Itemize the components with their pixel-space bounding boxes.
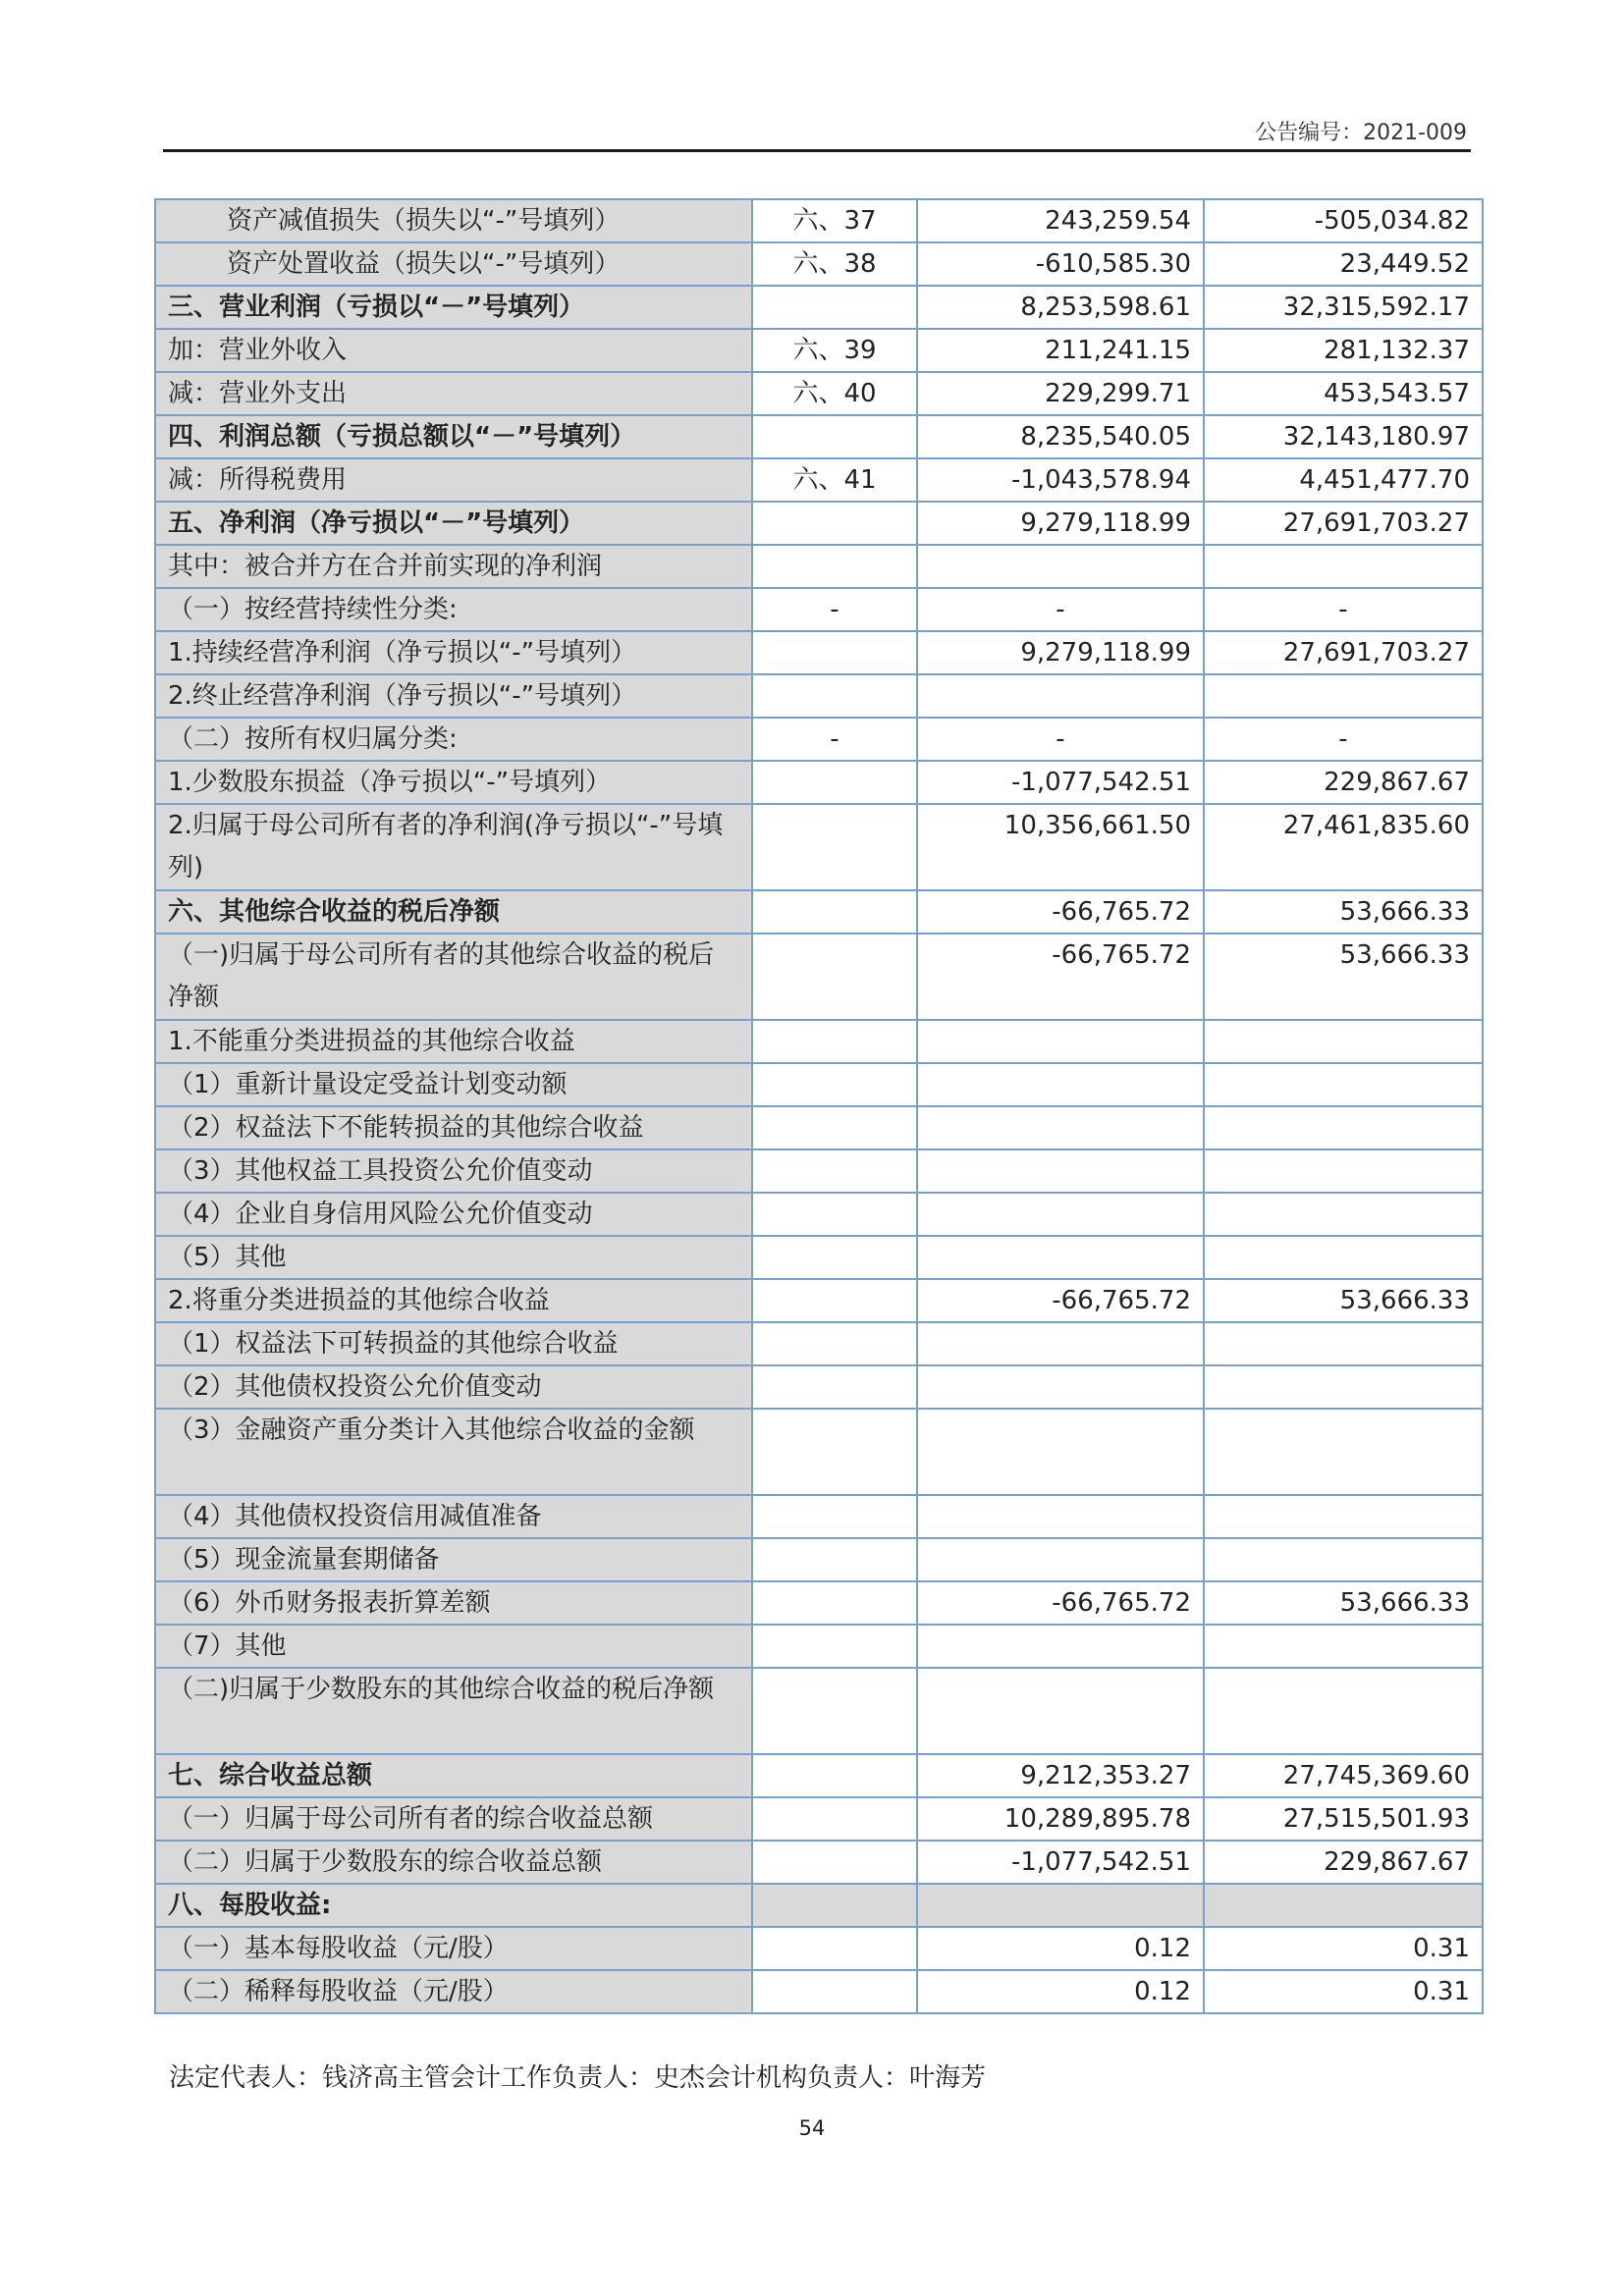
row-note xyxy=(752,890,917,934)
row-prior-period xyxy=(1204,1322,1483,1365)
row-current-period: 229,299.71 xyxy=(917,372,1204,415)
row-note xyxy=(752,1841,917,1884)
table-row xyxy=(155,674,1483,718)
row-current-period: 8,253,598.61 xyxy=(917,286,1204,329)
row-prior-period xyxy=(1204,1668,1483,1754)
row-label: （一）归属于母公司所有者的综合收益总额 xyxy=(155,1797,752,1841)
row-label: 2.终止经营净利润（净亏损以“-”号填列） xyxy=(155,674,752,718)
row-label: 三、营业利润（亏损以“－”号填列） xyxy=(155,286,752,329)
row-prior-period xyxy=(1204,1063,1483,1106)
table-row xyxy=(155,761,1483,804)
row-current-period xyxy=(917,1495,1204,1538)
table-row xyxy=(155,1797,1483,1841)
row-prior-period: - xyxy=(1204,718,1483,761)
row-prior-period xyxy=(1204,1193,1483,1236)
row-current-period xyxy=(917,1106,1204,1149)
row-label: （一）基本每股收益（元/股） xyxy=(155,1927,752,1970)
row-note xyxy=(752,804,917,890)
row-label: 四、利润总额（亏损总额以“－”号填列） xyxy=(155,415,752,458)
row-current-period xyxy=(917,1538,1204,1581)
row-current-period: -1,043,578.94 xyxy=(917,458,1204,502)
table-row xyxy=(155,329,1483,372)
row-prior-period xyxy=(1204,545,1483,588)
row-label: （2）其他债权投资公允价值变动 xyxy=(155,1365,752,1409)
table-row xyxy=(155,1927,1483,1970)
table-row xyxy=(155,502,1483,545)
row-prior-period xyxy=(1204,1149,1483,1193)
row-label: 减：所得税费用 xyxy=(155,458,752,502)
row-note xyxy=(752,934,917,1020)
table-row xyxy=(155,1063,1483,1106)
table-row xyxy=(155,1884,1483,1927)
announcement-number: 公告编号：2021-009 xyxy=(1255,121,1467,145)
row-prior-period xyxy=(1204,1884,1483,1927)
row-note xyxy=(752,1754,917,1797)
row-note: 六、39 xyxy=(752,329,917,372)
row-label: 资产处置收益（损失以“-”号填列） xyxy=(155,242,752,286)
row-current-period xyxy=(917,1063,1204,1106)
row-label: （2）权益法下不能转损益的其他综合收益 xyxy=(155,1106,752,1149)
row-current-period: -610,585.30 xyxy=(917,242,1204,286)
row-note xyxy=(752,1193,917,1236)
row-current-period: -66,765.72 xyxy=(917,1581,1204,1625)
row-note xyxy=(752,1063,917,1106)
row-label: （1）重新计量设定受益计划变动额 xyxy=(155,1063,752,1106)
row-label: （4）企业自身信用风险公允价值变动 xyxy=(155,1193,752,1236)
table-row xyxy=(155,1970,1483,2013)
row-current-period xyxy=(917,1020,1204,1063)
row-label: （7）其他 xyxy=(155,1625,752,1668)
row-current-period: -66,765.72 xyxy=(917,1279,1204,1322)
row-label: 1.持续经营净利润（净亏损以“-”号填列） xyxy=(155,631,752,674)
row-prior-period: 27,745,369.60 xyxy=(1204,1754,1483,1797)
row-label: 资产减值损失（损失以“-”号填列） xyxy=(155,199,752,242)
row-current-period: 8,235,540.05 xyxy=(917,415,1204,458)
row-label: 五、净利润（净亏损以“－”号填列） xyxy=(155,502,752,545)
row-note xyxy=(752,1797,917,1841)
row-note xyxy=(752,1538,917,1581)
row-prior-period: 281,132.37 xyxy=(1204,329,1483,372)
row-prior-period xyxy=(1204,1020,1483,1063)
table-row xyxy=(155,1409,1483,1495)
row-note xyxy=(752,1279,917,1322)
row-label: 八、每股收益: xyxy=(155,1884,752,1927)
row-prior-period: 27,691,703.27 xyxy=(1204,502,1483,545)
row-label: （二)归属于少数股东的其他综合收益的税后净额 xyxy=(155,1668,752,1754)
table-row xyxy=(155,804,1483,890)
table-row xyxy=(155,1538,1483,1581)
row-prior-period xyxy=(1204,674,1483,718)
income-statement-table xyxy=(154,198,1484,2014)
row-note: 六、38 xyxy=(752,242,917,286)
row-note xyxy=(752,545,917,588)
row-label: 2.将重分类进损益的其他综合收益 xyxy=(155,1279,752,1322)
table-row xyxy=(155,1236,1483,1279)
row-note xyxy=(752,1927,917,1970)
row-current-period: 9,279,118.99 xyxy=(917,631,1204,674)
row-label: 七、综合收益总额 xyxy=(155,1754,752,1797)
row-prior-period: 23,449.52 xyxy=(1204,242,1483,286)
row-prior-period xyxy=(1204,1106,1483,1149)
row-note: - xyxy=(752,718,917,761)
table-row xyxy=(155,1581,1483,1625)
row-prior-period: - xyxy=(1204,588,1483,631)
row-current-period xyxy=(917,1236,1204,1279)
row-note: - xyxy=(752,588,917,631)
row-note: 六、41 xyxy=(752,458,917,502)
row-prior-period: 4,451,477.70 xyxy=(1204,458,1483,502)
row-prior-period xyxy=(1204,1236,1483,1279)
row-label: （5）其他 xyxy=(155,1236,752,1279)
row-prior-period: 229,867.67 xyxy=(1204,1841,1483,1884)
row-note xyxy=(752,1884,917,1927)
row-label: （二）按所有权归属分类: xyxy=(155,718,752,761)
row-label: 其中：被合并方在合并前实现的净利润 xyxy=(155,545,752,588)
row-note xyxy=(752,1020,917,1063)
row-prior-period: 53,666.33 xyxy=(1204,934,1483,1020)
table-body xyxy=(155,199,1483,2013)
row-current-period xyxy=(917,1365,1204,1409)
row-label: 1.不能重分类进损益的其他综合收益 xyxy=(155,1020,752,1063)
table-row xyxy=(155,890,1483,934)
row-current-period xyxy=(917,1322,1204,1365)
row-current-period xyxy=(917,1193,1204,1236)
row-label: 六、其他综合收益的税后净额 xyxy=(155,890,752,934)
row-current-period: -66,765.72 xyxy=(917,934,1204,1020)
row-prior-period xyxy=(1204,1409,1483,1495)
table-row xyxy=(155,242,1483,286)
row-label: 加：营业外收入 xyxy=(155,329,752,372)
table-row xyxy=(155,631,1483,674)
row-current-period: 10,356,661.50 xyxy=(917,804,1204,890)
row-note xyxy=(752,1581,917,1625)
row-prior-period: 27,515,501.93 xyxy=(1204,1797,1483,1841)
row-label: （3）金融资产重分类计入其他综合收益的金额 xyxy=(155,1409,752,1495)
row-current-period: 9,279,118.99 xyxy=(917,502,1204,545)
table-row xyxy=(155,372,1483,415)
row-note xyxy=(752,1236,917,1279)
table-row xyxy=(155,199,1483,242)
row-note xyxy=(752,1322,917,1365)
table-row xyxy=(155,1625,1483,1668)
row-label: 2.归属于母公司所有者的净利润(净亏损以“-”号填列) xyxy=(155,804,752,890)
row-note xyxy=(752,415,917,458)
row-current-period: 0.12 xyxy=(917,1970,1204,2013)
row-current-period: 10,289,895.78 xyxy=(917,1797,1204,1841)
row-current-period xyxy=(917,1668,1204,1754)
table-row xyxy=(155,718,1483,761)
row-note xyxy=(752,1668,917,1754)
row-prior-period xyxy=(1204,1365,1483,1409)
row-prior-period: 32,315,592.17 xyxy=(1204,286,1483,329)
table-row xyxy=(155,1106,1483,1149)
row-prior-period: 53,666.33 xyxy=(1204,1581,1483,1625)
row-note xyxy=(752,631,917,674)
table-row xyxy=(155,1149,1483,1193)
row-prior-period: -505,034.82 xyxy=(1204,199,1483,242)
row-current-period xyxy=(917,545,1204,588)
row-current-period: - xyxy=(917,588,1204,631)
table-row xyxy=(155,1279,1483,1322)
table-row xyxy=(155,1365,1483,1409)
row-label: 1.少数股东损益（净亏损以“-”号填列） xyxy=(155,761,752,804)
row-note xyxy=(752,761,917,804)
table-row xyxy=(155,1668,1483,1754)
row-note: 六、37 xyxy=(752,199,917,242)
row-current-period xyxy=(917,674,1204,718)
table-row xyxy=(155,1754,1483,1797)
table-row xyxy=(155,934,1483,1020)
table-row xyxy=(155,1020,1483,1063)
row-prior-period: 27,691,703.27 xyxy=(1204,631,1483,674)
row-label: （5）现金流量套期储备 xyxy=(155,1538,752,1581)
row-prior-period xyxy=(1204,1625,1483,1668)
table-row xyxy=(155,1841,1483,1884)
row-current-period: 243,259.54 xyxy=(917,199,1204,242)
signatures-line: 法定代表人：钱济高主管会计工作负责人：史杰会计机构负责人：叶海芳 xyxy=(169,2063,987,2093)
row-current-period: -66,765.72 xyxy=(917,890,1204,934)
row-prior-period: 53,666.33 xyxy=(1204,1279,1483,1322)
row-current-period: 211,241.15 xyxy=(917,329,1204,372)
row-current-period: -1,077,542.51 xyxy=(917,1841,1204,1884)
table-row xyxy=(155,1322,1483,1365)
row-current-period: -1,077,542.51 xyxy=(917,761,1204,804)
row-prior-period: 229,867.67 xyxy=(1204,761,1483,804)
row-current-period xyxy=(917,1149,1204,1193)
row-note xyxy=(752,1106,917,1149)
row-label: （4）其他债权投资信用减值准备 xyxy=(155,1495,752,1538)
row-note: 六、40 xyxy=(752,372,917,415)
row-note xyxy=(752,674,917,718)
row-prior-period: 0.31 xyxy=(1204,1970,1483,2013)
row-label: （6）外币财务报表折算差额 xyxy=(155,1581,752,1625)
row-label: （一)归属于母公司所有者的其他综合收益的税后净额 xyxy=(155,934,752,1020)
row-note xyxy=(752,286,917,329)
row-prior-period: 0.31 xyxy=(1204,1927,1483,1970)
row-label: （二）稀释每股收益（元/股） xyxy=(155,1970,752,2013)
row-note xyxy=(752,1495,917,1538)
row-label: （一）按经营持续性分类: xyxy=(155,588,752,631)
row-prior-period: 453,543.57 xyxy=(1204,372,1483,415)
row-prior-period: 32,143,180.97 xyxy=(1204,415,1483,458)
row-label: （二）归属于少数股东的综合收益总额 xyxy=(155,1841,752,1884)
row-current-period: 0.12 xyxy=(917,1927,1204,1970)
row-current-period: 9,212,353.27 xyxy=(917,1754,1204,1797)
table-row xyxy=(155,1495,1483,1538)
row-current-period xyxy=(917,1884,1204,1927)
row-label: （3）其他权益工具投资公允价值变动 xyxy=(155,1149,752,1193)
row-note xyxy=(752,1970,917,2013)
row-current-period: - xyxy=(917,718,1204,761)
table-row xyxy=(155,588,1483,631)
row-prior-period xyxy=(1204,1538,1483,1581)
row-prior-period xyxy=(1204,1495,1483,1538)
row-current-period xyxy=(917,1625,1204,1668)
table-row xyxy=(155,545,1483,588)
row-note xyxy=(752,502,917,545)
table-row xyxy=(155,1193,1483,1236)
row-prior-period: 53,666.33 xyxy=(1204,890,1483,934)
row-prior-period: 27,461,835.60 xyxy=(1204,804,1483,890)
row-note xyxy=(752,1149,917,1193)
row-note xyxy=(752,1409,917,1495)
table-row xyxy=(155,458,1483,502)
row-note xyxy=(752,1365,917,1409)
row-current-period xyxy=(917,1409,1204,1495)
row-label: （1）权益法下可转损益的其他综合收益 xyxy=(155,1322,752,1365)
row-note xyxy=(752,1625,917,1668)
row-label: 减：营业外支出 xyxy=(155,372,752,415)
page-number: 54 xyxy=(798,2116,826,2140)
table-row xyxy=(155,415,1483,458)
table-row xyxy=(155,286,1483,329)
header-rule xyxy=(163,149,1471,152)
